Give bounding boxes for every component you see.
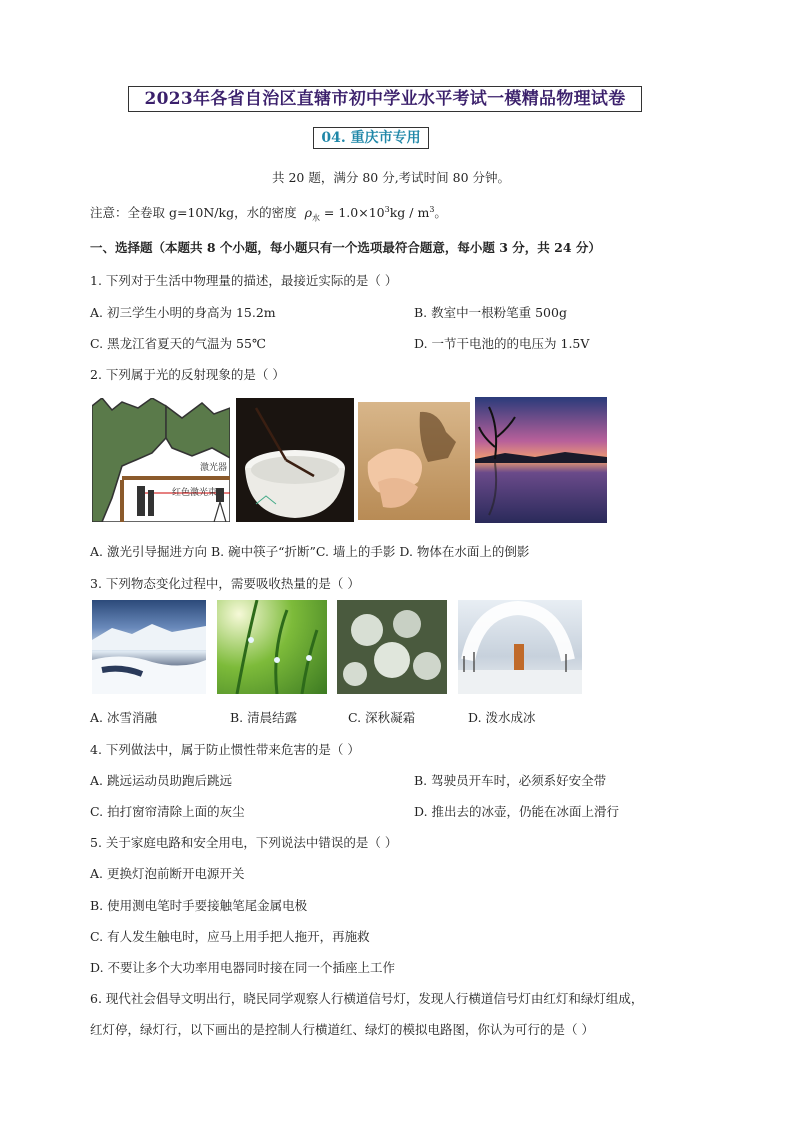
- morning-dew-image: [217, 600, 327, 694]
- q3-option-b: B. 清晨结露: [230, 710, 298, 725]
- note-exp: 3: [384, 204, 390, 214]
- q5-option-b: B. 使用测电笔时手要接触笔尾金属电极: [90, 898, 308, 913]
- q6-stem-line2: 红灯停，绿灯行，以下画出的是控制人行横道红、绿灯的模拟电路图，你认为可行的是（ ）: [90, 1022, 594, 1037]
- q1-option-b: B. 教室中一根粉笔重 500g: [414, 305, 567, 320]
- note-prefix: 注意：全卷取 g=10N/kg，水的密度: [90, 205, 297, 220]
- laser-beam-label: 红色激光束: [172, 488, 218, 498]
- q4-option-c: C. 拍打窗帘清除上面的灰尘: [90, 804, 245, 819]
- note-eq: = 1.0×10: [319, 205, 385, 220]
- note-unit: kg / m: [389, 205, 430, 220]
- exam-note: [90, 203, 447, 224]
- q4-option-d: D. 推出去的冰壶，仍能在冰面上滑行: [414, 804, 620, 819]
- q5-option-c: C. 有人发生触电时，应马上用手把人拖开，再施救: [90, 929, 370, 944]
- hand-shadow-image: [358, 402, 470, 520]
- lake-reflection-image: [475, 397, 607, 523]
- note-unit-exp: 3: [429, 204, 435, 214]
- q4-option-a: A. 跳远运动员助跑后跳远: [90, 773, 232, 788]
- q4-stem: 4. 下列做法中，属于防止惯性带来危害的是（ ）: [90, 742, 360, 757]
- q5-option-d: D. 不要让多个大功率用电器同时接在同一个插座上工作: [90, 960, 396, 975]
- section-heading: 一、选择题（本题共 8 个小题，每小题只有一个选项最符合题意，每小题 3 分，共 24 分）: [90, 240, 601, 255]
- note-end: 。: [434, 205, 447, 220]
- q1-option-c: C. 黑龙江省夏天的气温为 55℃: [90, 336, 266, 351]
- q4-option-b: B. 驾驶员开车时，必须系好安全带: [414, 773, 607, 788]
- q5-stem: 5. 关于家庭电路和安全用电，下列说法中错误的是（ ）: [90, 835, 398, 850]
- q3-option-d: D. 泼水成冰: [468, 710, 536, 725]
- q6-stem-line1: 6. 现代社会倡导文明出行，晓民同学观察人行横道信号灯，发现人行横道信号灯由红灯和绿灯组成，: [90, 991, 644, 1006]
- q3-option-c: C. 深秋凝霜: [348, 710, 416, 725]
- frost-image: [337, 600, 447, 694]
- q1-stem: 1. 下列对于生活中物理量的描述，最接近实际的是（ ）: [90, 273, 398, 288]
- paper-title: 2023年各省自治区直辖市初中学业水平考试一模精品物理试卷: [128, 86, 642, 112]
- paper-subtitle: 04. 重庆市专用: [313, 127, 429, 149]
- melting-snow-image: [92, 600, 206, 694]
- exam-info: 共 20 题，满分 80 分,考试时间 80 分钟。: [272, 170, 511, 185]
- q3-stem: 3. 下列物态变化过程中，需要吸收热量的是（ ）: [90, 576, 360, 591]
- q2-options: A. 激光引导掘进方向 B. 碗中筷子“折断”C. 墙上的手影 D. 物体在水面上的倒影: [90, 544, 530, 559]
- q3-option-a: A. 冰雪消融: [90, 710, 157, 725]
- laser-device-label: 激光器: [200, 463, 228, 473]
- chopsticks-bowl-image: [236, 398, 354, 522]
- q5-option-a: A. 更换灯泡前断开电源开关: [90, 866, 245, 881]
- q2-stem: 2. 下列属于光的反射现象的是（ ）: [90, 367, 285, 382]
- water-to-ice-image: [458, 600, 582, 694]
- laser-tunnel-image: [92, 398, 230, 522]
- note-rho-sub: 水: [311, 213, 320, 223]
- q1-option-a: A. 初三学生小明的身高为 15.2m: [90, 305, 276, 320]
- note-rho: ρ: [304, 205, 312, 220]
- q1-option-d: D. 一节干电池的的电压为 1.5V: [414, 336, 590, 351]
